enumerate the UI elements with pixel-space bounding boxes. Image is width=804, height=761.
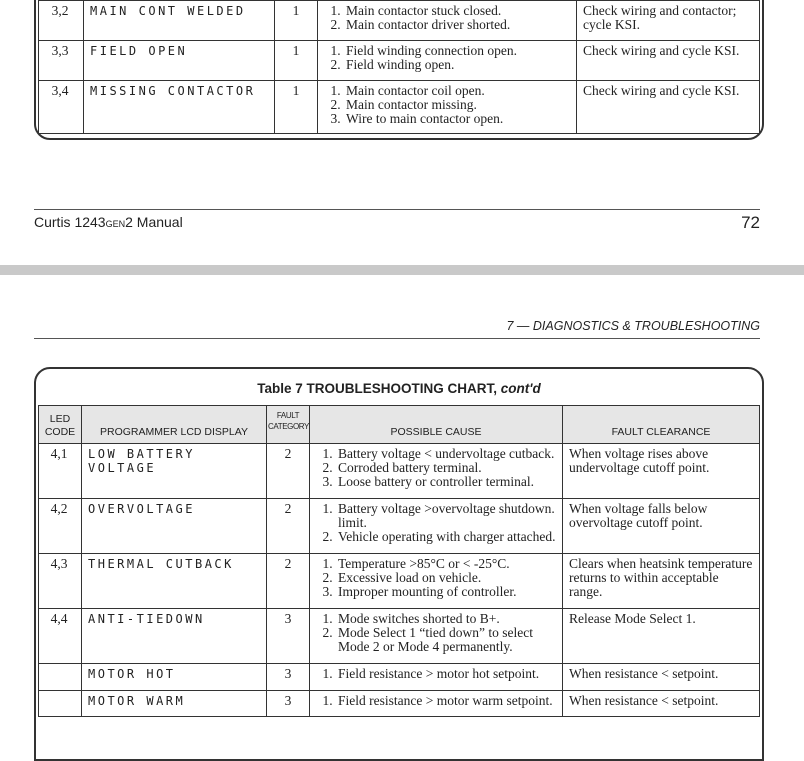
- led-code: [39, 664, 82, 691]
- fault-clearance: When resistance < setpoint.: [563, 664, 760, 691]
- fault-clearance: Release Mode Select 1.: [563, 609, 760, 664]
- lcd-display: OVERVOLTAGE: [82, 499, 267, 554]
- cause-item: 2. Corroded battery terminal.: [336, 461, 558, 475]
- cause-item: 1. Battery voltage < undervoltage cutback.: [336, 447, 558, 461]
- lcd-display: MOTOR WARM: [82, 691, 267, 717]
- led-code: 3,3: [39, 41, 84, 81]
- led-code: 4,3: [39, 554, 82, 609]
- fault-category: 3: [267, 691, 310, 717]
- possible-cause: [318, 1, 577, 41]
- col-fault-category: FAULT CATEGORY: [267, 406, 310, 444]
- table-row: [39, 664, 760, 691]
- possible-cause: [310, 609, 563, 664]
- possible-cause: [310, 554, 563, 609]
- fault-category: 3: [267, 664, 310, 691]
- cause-item: 1. Main contactor coil open.: [344, 84, 572, 98]
- fault-clearance: Check wiring and cycle KSI.: [577, 41, 760, 81]
- possible-cause: [318, 41, 577, 81]
- cause-item: 1. Temperature >85°C or < -25°C.: [336, 557, 558, 571]
- table-row: [39, 609, 760, 664]
- lcd-display: ANTI-TIEDOWN: [82, 609, 267, 664]
- troubleshooting-table-part2: [34, 367, 764, 761]
- lcd-display: MOTOR HOT: [82, 664, 267, 691]
- possible-cause: [310, 691, 563, 717]
- led-code: [39, 691, 82, 717]
- table-row: [39, 81, 760, 134]
- cause-item: 2. Vehicle operating with charger attached.: [336, 530, 558, 544]
- cause-item: 3. Wire to main contactor open.: [344, 112, 572, 126]
- cause-item: 1. Field resistance > motor warm setpoint.: [336, 694, 558, 708]
- fault-clearance: Check wiring and contactor; cycle KSI.: [577, 1, 760, 41]
- led-code: 4,2: [39, 499, 82, 554]
- lcd-display: LOW BATTERY VOLTAGE: [82, 444, 267, 499]
- cause-item: 2. Main contactor driver shorted.: [344, 18, 572, 32]
- cause-item: 1. Mode switches shorted to B+.: [336, 612, 558, 626]
- fault-category: 3: [267, 609, 310, 664]
- cause-item: 3. Improper mounting of controller.: [336, 585, 558, 599]
- lcd-display: MISSING CONTACTOR: [84, 81, 275, 134]
- fault-clearance: Clears when heatsink temperature returns to within acceptable range.: [563, 554, 760, 609]
- cause-item: 1. Battery voltage >overvoltage shutdown. limit.: [336, 502, 558, 530]
- possible-cause: [310, 664, 563, 691]
- lcd-display: FIELD OPEN: [84, 41, 275, 81]
- fault-category: 1: [275, 1, 318, 41]
- col-lcd-display: PROGRAMMER LCD DISPLAY: [82, 406, 267, 444]
- table-row: [39, 499, 760, 554]
- led-code: 3,4: [39, 81, 84, 134]
- fault-clearance: Check wiring and cycle KSI.: [577, 81, 760, 134]
- possible-cause: [310, 444, 563, 499]
- fault-clearance: When resistance < setpoint.: [563, 691, 760, 717]
- col-led-code: LED CODE: [39, 406, 82, 444]
- lcd-display: MAIN CONT WELDED: [84, 1, 275, 41]
- table-row: [39, 691, 760, 717]
- led-code: 4,1: [39, 444, 82, 499]
- fault-category: 2: [267, 444, 310, 499]
- table-row: [39, 41, 760, 81]
- possible-cause: [310, 499, 563, 554]
- cause-item: 1. Main contactor stuck closed.: [344, 4, 572, 18]
- page-separator: [0, 265, 804, 275]
- cause-item: 2. Field winding open.: [344, 58, 572, 72]
- cause-item: 1. Field winding connection open.: [344, 44, 572, 58]
- led-code: 4,4: [39, 609, 82, 664]
- table-row: [39, 554, 760, 609]
- footer-manual-title: Curtis 1243GEN2 Manual: [34, 214, 183, 230]
- fault-category: 1: [275, 41, 318, 81]
- troubleshooting-table-part1: [34, 0, 764, 140]
- led-code: 3,2: [39, 1, 84, 41]
- section-header: 7 — DIAGNOSTICS & TROUBLESHOOTING: [506, 319, 760, 333]
- fault-clearance: When voltage rises above undervoltage cutoff point.: [563, 444, 760, 499]
- fault-category: 2: [267, 554, 310, 609]
- cause-item: 2. Mode Select 1 “tied down” to select Mode 2 or Mode 4 permanently.: [336, 626, 558, 654]
- cause-item: 2. Excessive load on vehicle.: [336, 571, 558, 585]
- table-title: Table 7 TROUBLESHOOTING CHART, cont'd: [257, 381, 541, 396]
- cause-item: 2. Main contactor missing.: [344, 98, 572, 112]
- fault-category: 2: [267, 499, 310, 554]
- col-fault-clearance: FAULT CLEARANCE: [563, 406, 760, 444]
- possible-cause: [318, 81, 577, 134]
- table-row: [39, 444, 760, 499]
- lcd-display: THERMAL CUTBACK: [82, 554, 267, 609]
- header-rule: [34, 338, 760, 339]
- cause-item: 3. Loose battery or controller terminal.: [336, 475, 558, 489]
- footer-rule: [34, 209, 760, 210]
- cause-item: 1. Field resistance > motor hot setpoint.: [336, 667, 558, 681]
- table-row: [39, 1, 760, 41]
- fault-clearance: When voltage falls below overvoltage cutoff point.: [563, 499, 760, 554]
- page-number: 72: [741, 213, 760, 232]
- fault-category: 1: [275, 81, 318, 134]
- col-possible-cause: POSSIBLE CAUSE: [310, 406, 563, 444]
